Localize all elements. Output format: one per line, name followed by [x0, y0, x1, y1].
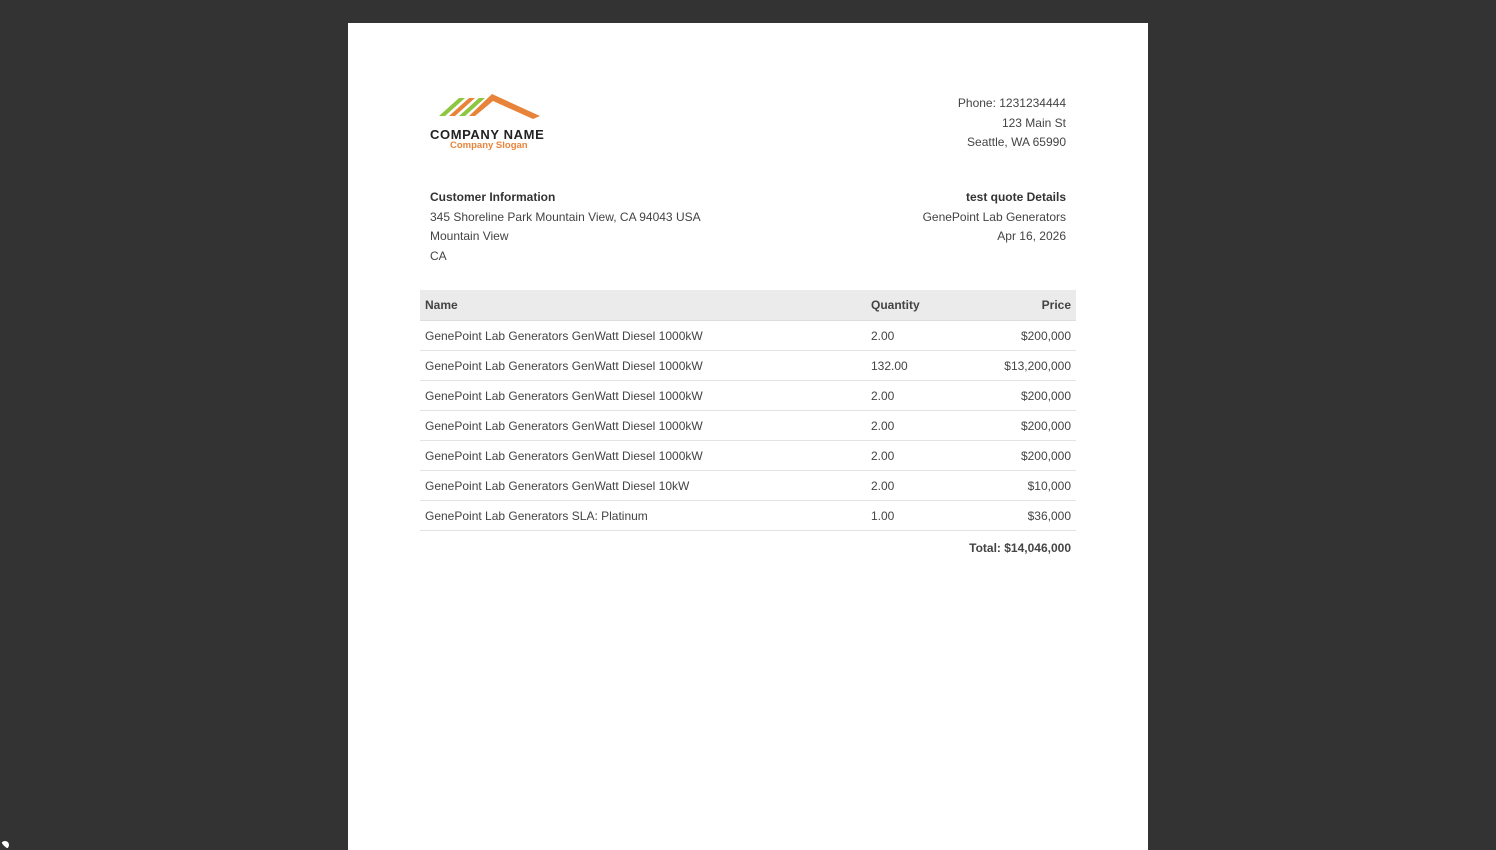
company-name: COMPANY NAME	[430, 127, 545, 142]
details-title: test quote Details	[965, 190, 1066, 204]
header-name: Name	[420, 290, 866, 321]
table-row	[420, 321, 1076, 351]
quote-details	[923, 188, 1066, 247]
cell-price: $200,000	[976, 321, 1076, 351]
table-row	[420, 471, 1076, 501]
cell-price: $36,000	[976, 501, 1076, 531]
cell-name: GenePoint Lab Generators GenWatt Diesel 1000kW	[420, 441, 866, 471]
cell-quantity: 2.00	[866, 411, 976, 441]
roof-stripes-logo-icon	[439, 93, 541, 123]
cell-quantity: 2.00	[866, 381, 976, 411]
cell-name: GenePoint Lab Generators GenWatt Diesel 10kW	[420, 471, 866, 501]
cell-price: $200,000	[976, 381, 1076, 411]
table-row	[420, 351, 1076, 381]
company-contact	[958, 94, 1066, 153]
cell-price: $10,000	[976, 471, 1076, 501]
table-row	[420, 441, 1076, 471]
table-row	[420, 381, 1076, 411]
table-header-row	[420, 290, 1076, 321]
cell-name: GenePoint Lab Generators SLA: Platinum	[420, 501, 866, 531]
cell-quantity: 132.00	[866, 351, 976, 381]
table-row	[420, 501, 1076, 531]
header-price: Price	[976, 290, 1076, 321]
cell-quantity: 2.00	[866, 441, 976, 471]
cell-name: GenePoint Lab Generators GenWatt Diesel 1000kW	[420, 351, 866, 381]
cell-quantity: 1.00	[866, 501, 976, 531]
cell-name: GenePoint Lab Generators GenWatt Diesel 1000kW	[420, 321, 866, 351]
customer-city: Mountain View	[430, 229, 509, 243]
cell-name: GenePoint Lab Generators GenWatt Diesel 1000kW	[420, 411, 866, 441]
customer-address: 345 Shoreline Park Mountain View, CA 94043 USA	[430, 209, 701, 224]
cell-price: $200,000	[976, 441, 1076, 471]
customer-title: Customer Information	[430, 190, 556, 204]
company-logo	[429, 93, 551, 153]
line-items-table	[420, 290, 1076, 531]
header-quantity: Quantity	[866, 290, 976, 321]
resize-handle-icon[interactable]	[1, 841, 9, 849]
company-city: Seattle, WA 65990	[967, 135, 1066, 149]
details-account: GenePoint Lab Generators	[922, 209, 1066, 224]
details-date: Apr 16, 2026	[997, 229, 1066, 243]
company-street: 123 Main St	[1001, 115, 1066, 130]
company-phone: Phone: 1231234444	[957, 96, 1066, 110]
quote-total: Total: $14,046,000	[969, 541, 1071, 555]
cell-price: $200,000	[976, 411, 1076, 441]
company-slogan: Company Slogan	[450, 140, 528, 151]
cell-quantity: 2.00	[866, 471, 976, 501]
cell-name: GenePoint Lab Generators GenWatt Diesel 1000kW	[420, 381, 866, 411]
customer-state: CA	[430, 248, 447, 263]
customer-information	[430, 188, 701, 266]
quote-page	[348, 23, 1148, 850]
cell-quantity: 2.00	[866, 321, 976, 351]
cell-price: $13,200,000	[976, 351, 1076, 381]
table-row	[420, 411, 1076, 441]
